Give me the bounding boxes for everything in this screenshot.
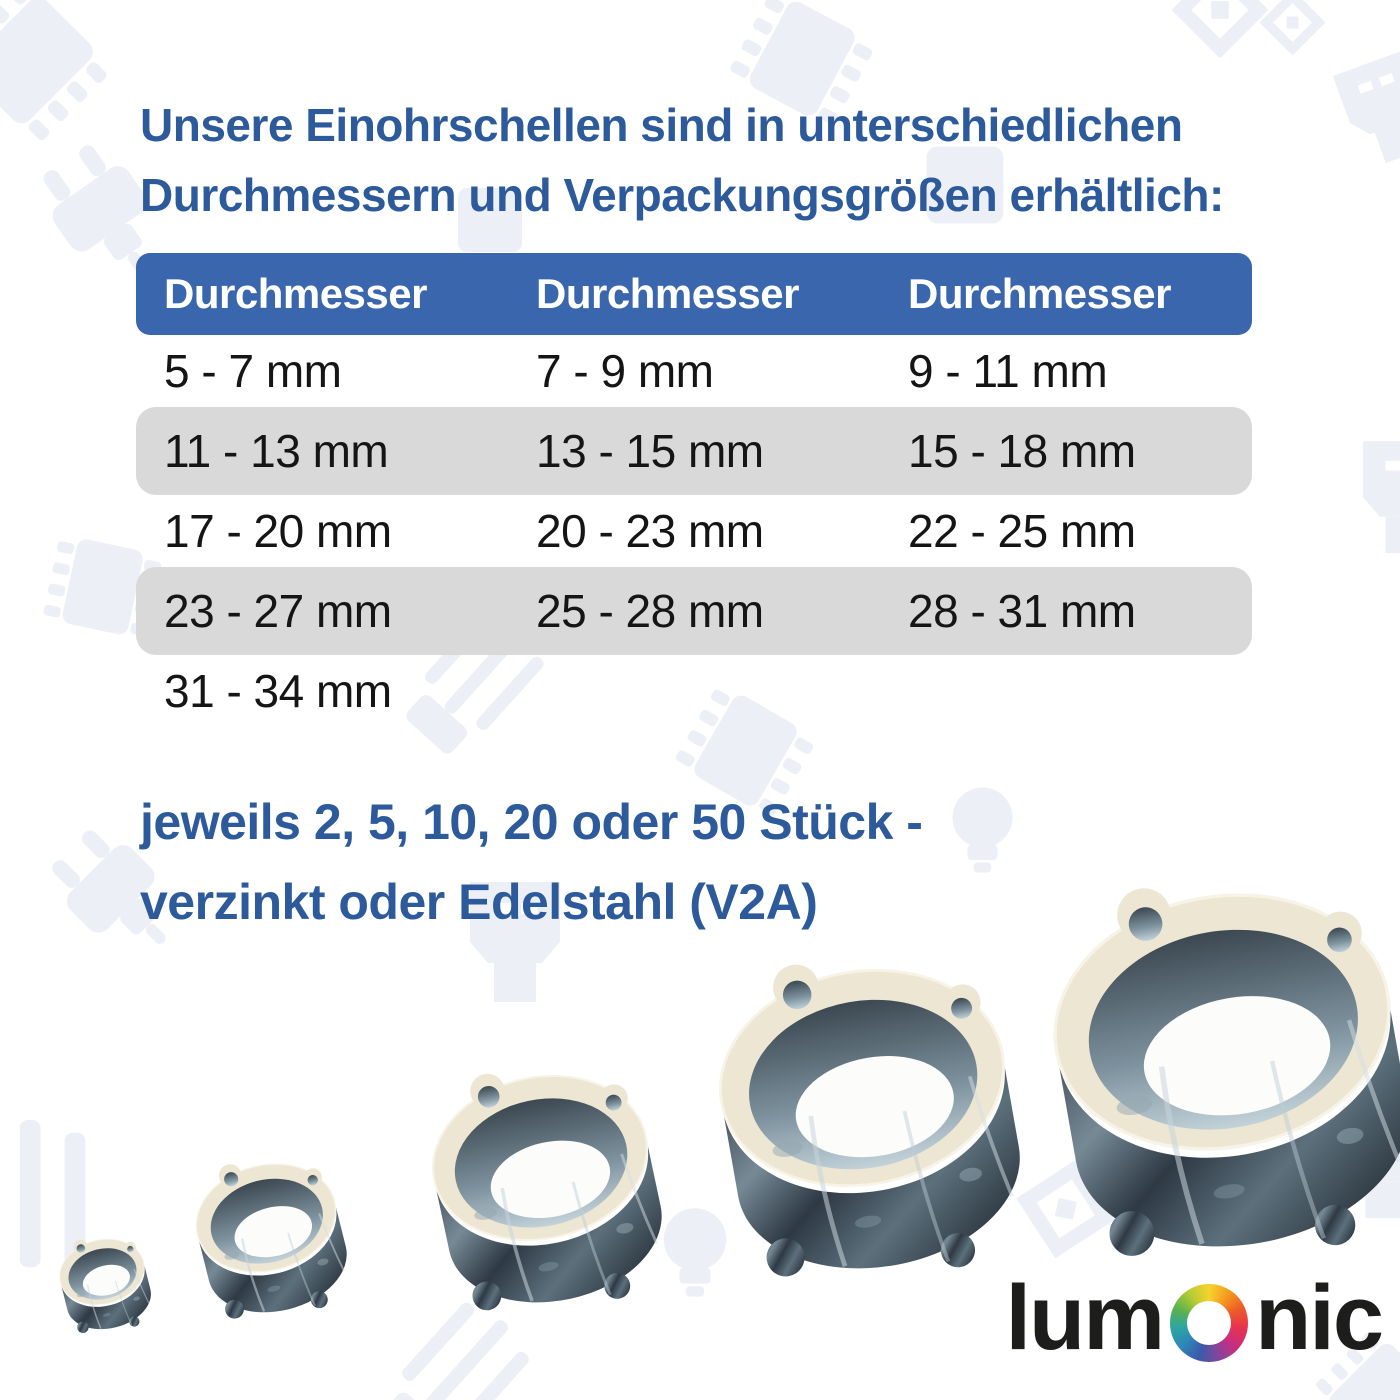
clamp-image-5 — [1031, 849, 1400, 1287]
table-row — [136, 335, 1252, 407]
table-cell: 5 - 7 mm — [164, 345, 342, 397]
table-cell: 25 - 28 mm — [536, 585, 764, 637]
table-header-cell: Durchmesser — [908, 270, 1171, 317]
table-row — [136, 655, 1252, 727]
packaging-note — [140, 782, 922, 942]
brand-logo — [1005, 1267, 1383, 1369]
table-cell: 17 - 20 mm — [164, 505, 392, 557]
packaging-note-line-2: verzinkt oder Edelstahl (V2A) — [140, 874, 818, 930]
table-cell: 23 - 27 mm — [164, 585, 392, 637]
clamp-image-4 — [700, 932, 1037, 1303]
logo-text-suffix: nic — [1255, 1267, 1382, 1369]
table-row — [136, 495, 1252, 567]
page-title — [140, 90, 1224, 230]
table-cell: 22 - 25 mm — [908, 505, 1136, 557]
table-cell: 11 - 13 mm — [164, 425, 389, 477]
table-cell: 7 - 9 mm — [536, 345, 714, 397]
table-row — [136, 567, 1252, 655]
table-cell: 31 - 34 mm — [164, 665, 392, 717]
table-header-cell: Durchmesser — [164, 270, 427, 317]
table-row — [136, 407, 1252, 495]
page-title-line-2: Durchmessern und Verpackungsgrößen erhältlich: — [140, 169, 1224, 221]
clamp-image-2 — [183, 1142, 359, 1333]
table-header-row — [136, 253, 1252, 335]
clamp-image-1 — [52, 1226, 159, 1342]
logo-color-ring-icon — [1170, 1284, 1248, 1362]
packaging-note-line-1: jeweils 2, 5, 10, 20 oder 50 Stück - — [140, 794, 923, 850]
table-cell: 15 - 18 mm — [908, 425, 1136, 477]
table-cell: 9 - 11 mm — [908, 345, 1108, 397]
table-cell: 13 - 15 mm — [536, 425, 764, 477]
diameter-table — [136, 253, 1252, 727]
table-cell: 20 - 23 mm — [536, 505, 764, 557]
page-title-line-1: Unsere Einohrschellen sind in unterschiedlichen — [140, 99, 1183, 151]
table-header-cell: Durchmesser — [536, 270, 799, 317]
clamp-image-3 — [415, 1044, 678, 1331]
table-cell: 28 - 31 mm — [908, 585, 1136, 637]
logo-text-prefix: lum — [1005, 1267, 1164, 1369]
